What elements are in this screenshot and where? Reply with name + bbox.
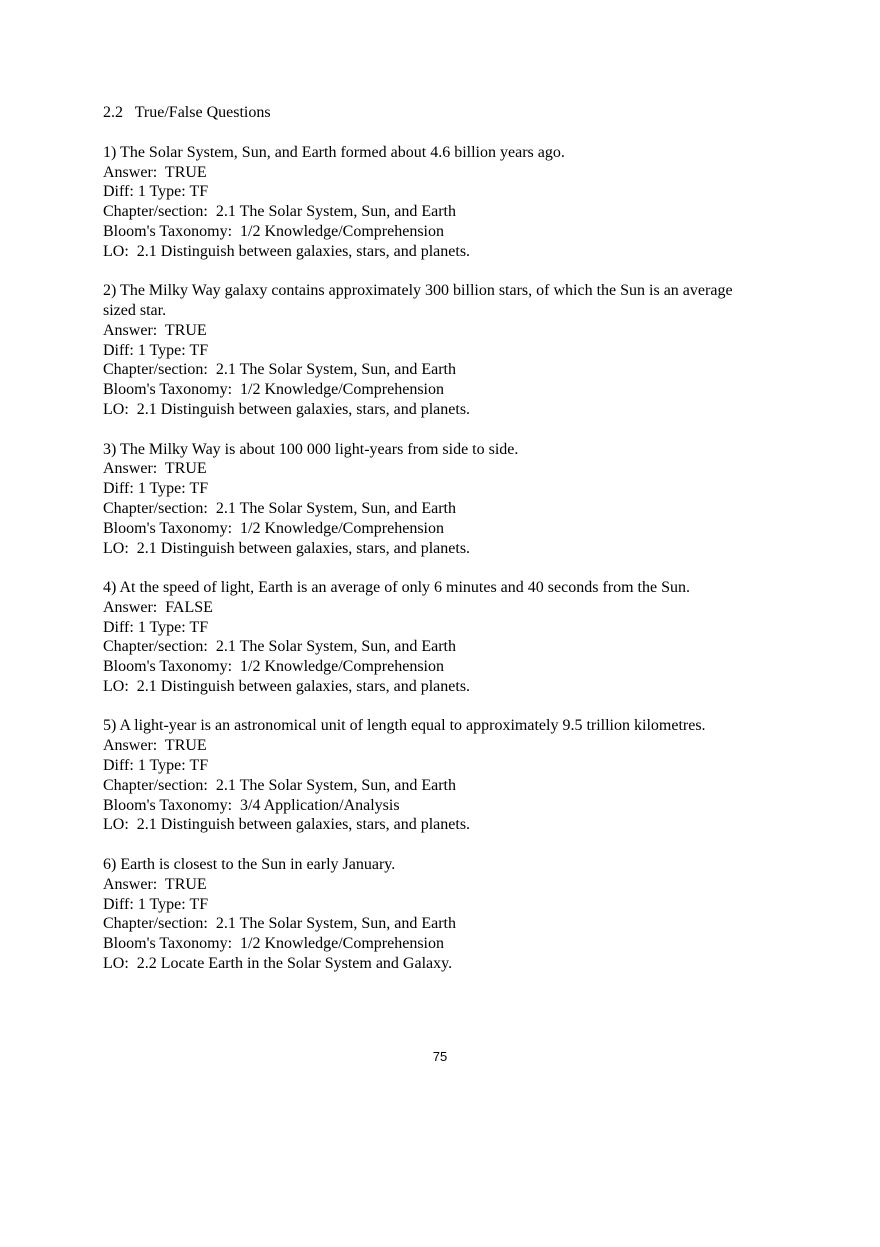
question-6 (103, 855, 803, 974)
difficulty-line: Diff: 1 Type: TF (103, 183, 209, 201)
learning-objective-line: LO: 2.1 Distinguish between galaxies, stars, and planets. (103, 401, 471, 419)
learning-objective-line: LO: 2.1 Distinguish between galaxies, stars, and planets. (103, 242, 471, 260)
difficulty-line: Diff: 1 Type: TF (103, 895, 209, 913)
chapter-section-line: Chapter/section: 2.1 The Solar System, Sun, and Earth (103, 776, 456, 794)
blooms-taxonomy-line: Bloom's Taxonomy: 3/4 Application/Analysis (103, 796, 400, 814)
chapter-section-line: Chapter/section: 2.1 The Solar System, Sun, and Earth (103, 638, 456, 656)
question-text: 5) A light-year is an astronomical unit of length equal to approximately 9.5 trillion kilometres. (103, 717, 706, 735)
chapter-section-line: Chapter/section: 2.1 The Solar System, Sun, and Earth (103, 203, 456, 221)
blooms-taxonomy-line: Bloom's Taxonomy: 1/2 Knowledge/Comprehension (103, 381, 444, 399)
learning-objective-line: LO: 2.2 Locate Earth in the Solar System and Galaxy. (103, 954, 453, 972)
section-heading: 2.2 True/False Questions (103, 104, 271, 121)
question-text: 6) Earth is closest to the Sun in early January. (103, 855, 396, 873)
answer-line: Answer: TRUE (103, 737, 207, 755)
answer-line: Answer: TRUE (103, 460, 207, 478)
answer-line: Answer: FALSE (103, 598, 213, 616)
question-text: 4) At the speed of light, Earth is an average of only 6 minutes and 40 seconds from the Sun. (103, 579, 690, 596)
answer-line: Answer: TRUE (103, 875, 207, 893)
blooms-taxonomy-line: Bloom's Taxonomy: 1/2 Knowledge/Comprehension (103, 935, 444, 953)
page-number: 75 (432, 1049, 448, 1064)
blooms-taxonomy-line: Bloom's Taxonomy: 1/2 Knowledge/Comprehension (103, 222, 444, 240)
learning-objective-line: LO: 2.1 Distinguish between galaxies, stars, and planets. (103, 539, 471, 557)
question-text: 3) The Milky Way is about 100 000 light-years from side to side. (103, 440, 519, 458)
question-text: 1) The Solar System, Sun, and Earth formed about 4.6 billion years ago. (103, 143, 565, 161)
blooms-taxonomy-line: Bloom's Taxonomy: 1/2 Knowledge/Comprehension (103, 519, 444, 537)
chapter-section-line: Chapter/section: 2.1 The Solar System, Sun, and Earth (103, 361, 456, 379)
blooms-taxonomy-line: Bloom's Taxonomy: 1/2 Knowledge/Comprehension (103, 658, 444, 676)
answer-line: Answer: TRUE (103, 321, 207, 339)
chapter-section-line: Chapter/section: 2.1 The Solar System, Sun, and Earth (103, 915, 456, 933)
page-content (103, 103, 803, 993)
difficulty-line: Diff: 1 Type: TF (103, 757, 209, 775)
question-1 (103, 143, 803, 262)
answer-line: Answer: TRUE (103, 163, 207, 181)
difficulty-line: Diff: 1 Type: TF (103, 480, 209, 498)
chapter-section-line: Chapter/section: 2.1 The Solar System, Sun, and Earth (103, 499, 456, 517)
question-2 (103, 281, 803, 420)
learning-objective-line: LO: 2.1 Distinguish between galaxies, stars, and planets. (103, 677, 471, 695)
difficulty-line: Diff: 1 Type: TF (103, 618, 209, 636)
learning-objective-line: LO: 2.1 Distinguish between galaxies, stars, and planets. (103, 816, 471, 834)
question-3 (103, 440, 803, 559)
question-text: 2) The Milky Way galaxy contains approximately 300 billion stars, of which the Sun is an average sized star. (103, 282, 733, 320)
question-5 (103, 716, 803, 835)
difficulty-line: Diff: 1 Type: TF (103, 341, 209, 359)
question-4 (103, 578, 803, 697)
